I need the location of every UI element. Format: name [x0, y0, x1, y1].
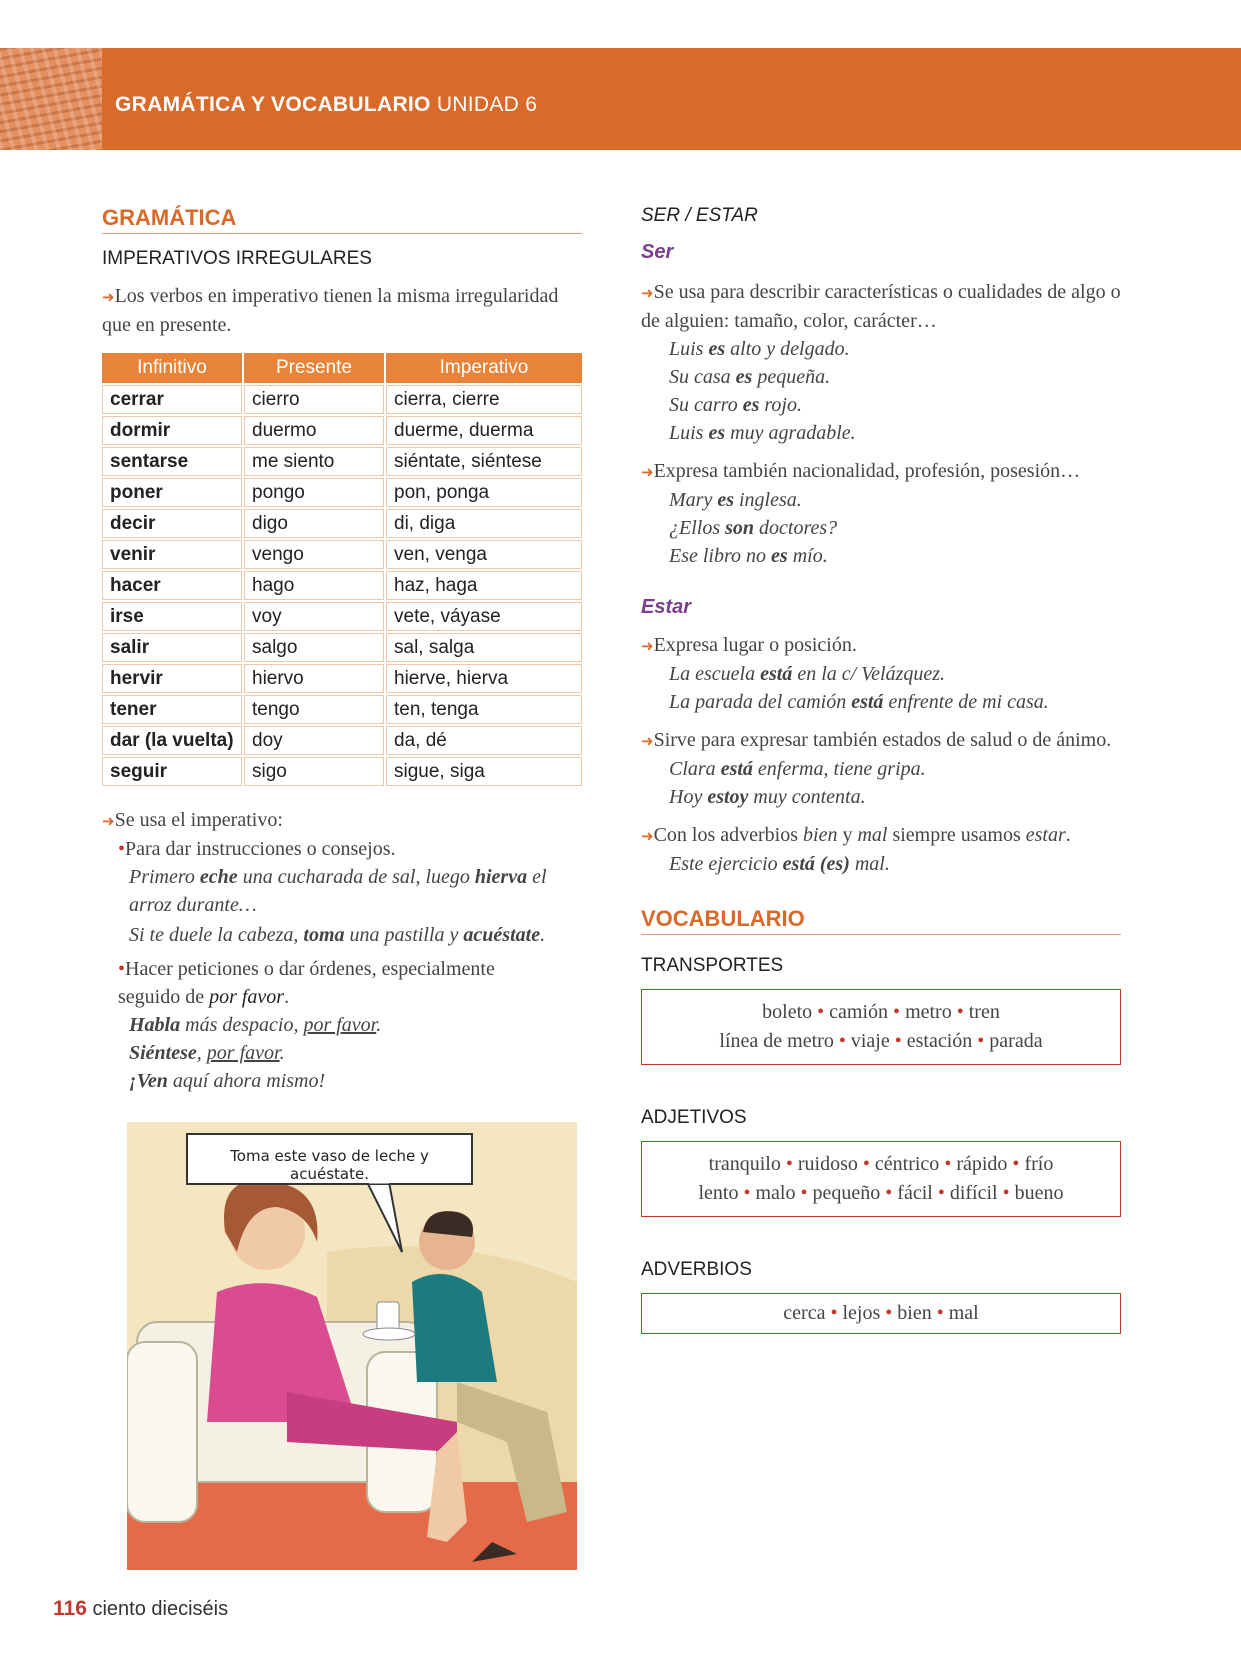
estar-adverbs: ➜Con los adverbios bien y mal siempre usamos estar. — [641, 824, 1071, 846]
table-cell-imperative: siéntate, siéntese — [386, 447, 582, 476]
arrow-icon: ➜ — [641, 732, 654, 750]
ser-description: ➜Se usa para describir características o cualidades de algo o de alguien: tamaño, color, carácter… — [641, 281, 1121, 332]
example-sentence: Este ejercicio está (es) mal. — [669, 853, 890, 875]
table-row — [102, 571, 582, 600]
table-cell-infinitive: poner — [102, 478, 242, 507]
example-sentence: Luis es muy agradable. — [669, 422, 856, 444]
vocab-line: boleto • camión • metro • tren — [762, 1001, 1000, 1023]
table-row — [102, 478, 582, 507]
page-number: 116 — [53, 1597, 87, 1620]
estar-heading: Estar — [641, 596, 692, 618]
table-cell-present: pongo — [244, 478, 384, 507]
estar-health: ➜Sirve para expresar también estados de salud o de ánimo. — [641, 729, 1112, 751]
table-row — [102, 726, 582, 755]
table-row — [102, 664, 582, 693]
table-cell-present: me siento — [244, 447, 384, 476]
example-sentence: Clara está enferma, tiene gripa. — [669, 758, 926, 780]
example-sentence: Siéntese, por favor. — [129, 1042, 285, 1064]
table-header-cell: Imperativo — [386, 353, 582, 383]
table-cell-imperative: ven, venga — [386, 540, 582, 569]
table-cell-present: voy — [244, 602, 384, 631]
table-cell-imperative: sal, salga — [386, 633, 582, 662]
table-cell-infinitive: salir — [102, 633, 242, 662]
estar-location: ➜Expresa lugar o posición. — [641, 634, 857, 656]
table-cell-infinitive: dormir — [102, 416, 242, 445]
table-cell-infinitive: dar (la vuelta) — [102, 726, 242, 755]
table-cell-present: hiervo — [244, 664, 384, 693]
table-header-cell: Presente — [244, 353, 384, 383]
table-cell-present: cierro — [244, 385, 384, 414]
adjetivos-title: ADJETIVOS — [641, 1107, 747, 1128]
table-cell-infinitive: hervir — [102, 664, 242, 693]
table-row — [102, 633, 582, 662]
table-cell-infinitive: venir — [102, 540, 242, 569]
bullet-requests: •Hacer peticiones o dar órdenes, especialmente seguido de por favor. — [118, 958, 495, 1008]
comic-illustration — [127, 1122, 577, 1570]
page-footer — [53, 1597, 228, 1621]
arrow-icon: ➜ — [641, 637, 654, 655]
vocab-line: línea de metro • viaje • estación • parada — [719, 1030, 1043, 1052]
ser-nationality: ➜Expresa también nacionalidad, profesión, posesión… — [641, 460, 1081, 482]
example-sentence: ¿Ellos son doctores? — [669, 517, 838, 539]
table-row — [102, 385, 582, 414]
imperative-use-intro: ➜Se usa el imperativo: — [102, 809, 283, 831]
vocab-line: cerca • lejos • bien • mal — [783, 1302, 979, 1324]
vocabulary-heading: VOCABULARIO — [641, 906, 1121, 935]
table-cell-present: vengo — [244, 540, 384, 569]
grammar-heading: GRAMÁTICA — [102, 205, 582, 234]
table-row — [102, 757, 582, 786]
table-cell-infinitive: decir — [102, 509, 242, 538]
table-cell-imperative: duerme, duerma — [386, 416, 582, 445]
transportes-box — [641, 989, 1121, 1065]
table-row — [102, 416, 582, 445]
example-sentence: Primero eche una cucharada de sal, luego hierva el arroz durante… — [129, 866, 547, 916]
vocab-line: tranquilo • ruidoso • céntrico • rápido • frío — [708, 1153, 1054, 1175]
table-cell-infinitive: cerrar — [102, 385, 242, 414]
table-cell-imperative: ten, tenga — [386, 695, 582, 724]
table-row — [102, 447, 582, 476]
table-cell-infinitive: tener — [102, 695, 242, 724]
table-cell-infinitive: seguir — [102, 757, 242, 786]
example-sentence: Su casa es pequeña. — [669, 366, 831, 388]
table-row — [102, 602, 582, 631]
table-cell-infinitive: irse — [102, 602, 242, 631]
table-header-row — [102, 353, 582, 383]
example-sentence: La escuela está en la c/ Velázquez. — [669, 663, 946, 685]
table-cell-present: doy — [244, 726, 384, 755]
example-sentence: Hoy estoy muy contenta. — [669, 786, 866, 808]
ser-estar-column — [641, 205, 1121, 1334]
table-cell-present: hago — [244, 571, 384, 600]
unit-banner — [0, 48, 1241, 150]
table-cell-imperative: di, diga — [386, 509, 582, 538]
irregular-imperatives-table — [100, 351, 584, 788]
table-cell-imperative: haz, haga — [386, 571, 582, 600]
example-sentence: Si te duele la cabeza, toma una pastilla y acuéstate. — [129, 924, 546, 946]
example-sentence: Mary es inglesa. — [669, 489, 802, 511]
arrow-icon: ➜ — [641, 463, 654, 481]
table-cell-present: sigo — [244, 757, 384, 786]
grammar-column — [102, 205, 582, 1095]
example-sentence: La parada del camión está enfrente de mi casa. — [669, 691, 1049, 713]
arrow-icon: ➜ — [641, 284, 654, 302]
example-sentence: Su carro es rojo. — [669, 394, 802, 416]
banner-title: GRAMÁTICA Y VOCABULARIO UNIDAD 6 — [115, 93, 538, 116]
table-cell-present: digo — [244, 509, 384, 538]
table-header-cell: Infinitivo — [102, 353, 242, 383]
arrow-icon: ➜ — [102, 288, 115, 306]
ser-estar-heading: SER / ESTAR — [641, 205, 758, 226]
table-cell-infinitive: hacer — [102, 571, 242, 600]
table-cell-imperative: vete, váyase — [386, 602, 582, 631]
table-cell-present: duermo — [244, 416, 384, 445]
adverbios-box — [641, 1293, 1121, 1334]
transportes-title: TRANSPORTES — [641, 955, 784, 976]
example-sentence: Habla más despacio, por favor. — [129, 1014, 382, 1036]
table-cell-present: tengo — [244, 695, 384, 724]
bullet-icon: • — [118, 838, 126, 860]
grammar-subheading: IMPERATIVOS IRREGULARES — [102, 248, 372, 269]
arrow-icon: ➜ — [102, 812, 115, 830]
grammar-intro: ➜Los verbos en imperativo tienen la misma irregularidad que en presente. — [102, 285, 559, 336]
table-cell-imperative: hierve, hierva — [386, 664, 582, 693]
example-sentence: Ese libro no es mío. — [669, 545, 828, 567]
adverbios-title: ADVERBIOS — [641, 1259, 752, 1280]
arrow-icon: ➜ — [641, 827, 654, 845]
speech-bubble-text: Toma este vaso de leche y acuéstate. — [230, 1147, 429, 1183]
ser-heading: Ser — [641, 241, 674, 263]
table-cell-imperative: pon, ponga — [386, 478, 582, 507]
table-row — [102, 540, 582, 569]
table-cell-imperative: da, dé — [386, 726, 582, 755]
bullet-icon: • — [118, 958, 126, 980]
table-cell-imperative: sigue, siga — [386, 757, 582, 786]
adjetivos-box — [641, 1141, 1121, 1217]
bullet-instructions: •Para dar instrucciones o consejos. — [118, 838, 396, 860]
banner-texture-image — [0, 48, 102, 150]
example-sentence: ¡Ven aquí ahora mismo! — [129, 1070, 326, 1092]
example-sentence: Luis es alto y delgado. — [669, 338, 850, 360]
table-cell-infinitive: sentarse — [102, 447, 242, 476]
comic-drawing — [127, 1122, 577, 1570]
table-cell-imperative: cierra, cierre — [386, 385, 582, 414]
vocab-line: lento • malo • pequeño • fácil • difícil • bueno — [698, 1182, 1064, 1204]
table-row — [102, 509, 582, 538]
table-row — [102, 695, 582, 724]
page-number-words: ciento dieciséis — [92, 1598, 229, 1620]
table-cell-present: salgo — [244, 633, 384, 662]
